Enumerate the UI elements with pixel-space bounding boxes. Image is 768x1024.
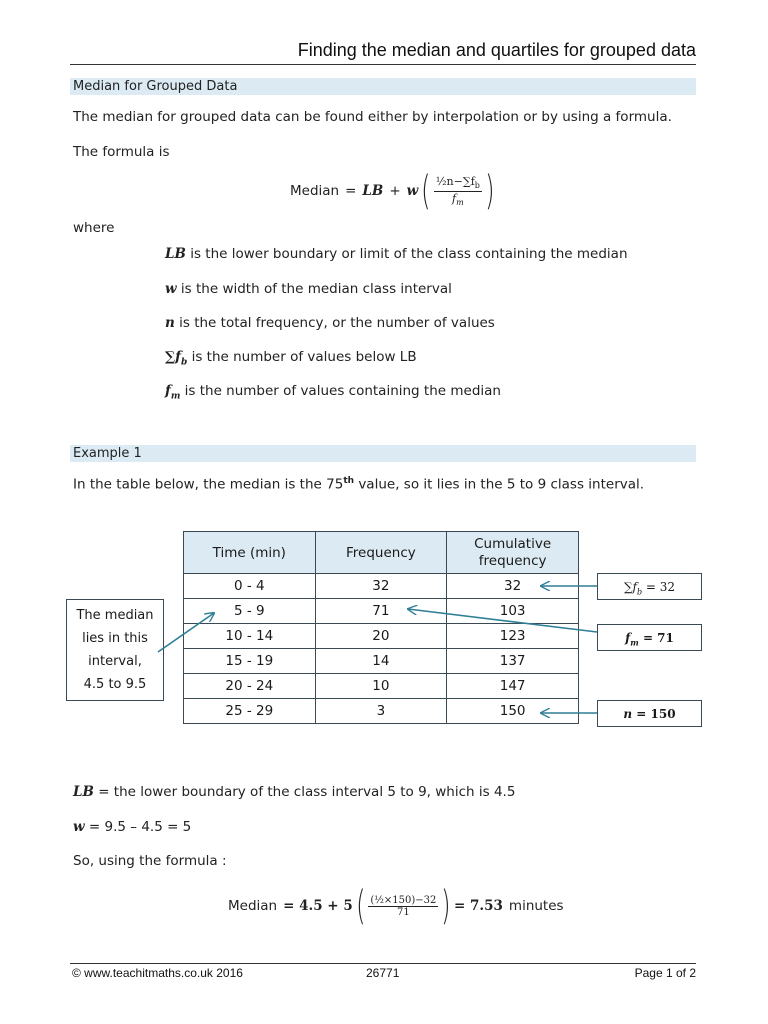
example-intro-b: value, so it lies in the 5 to 9 class interval. xyxy=(354,476,645,493)
definition-text: is the width of the median class interval xyxy=(180,281,452,297)
section-heading-example: Example 1 xyxy=(70,445,696,462)
label-symbol: f xyxy=(625,631,631,645)
table-cell: 15 - 19 xyxy=(184,649,316,674)
table-cell: 32 xyxy=(315,574,447,599)
definition-symbol: LB xyxy=(165,246,186,262)
right-paren-icon: ) xyxy=(485,168,495,214)
table-cell: 137 xyxy=(447,649,579,674)
note-line: 4.5 to 9.5 xyxy=(83,677,147,692)
label-symbol: ∑f xyxy=(623,580,637,594)
label-value: = 32 xyxy=(642,580,676,594)
formula-equals: = xyxy=(345,183,357,199)
label-sub: b xyxy=(636,587,643,597)
footer-page-number: Page 1 of 2 xyxy=(634,966,696,980)
so-line: So, using the formula : xyxy=(73,853,227,869)
w-symbol: w xyxy=(73,819,85,835)
label-value: = 71 xyxy=(638,631,674,645)
table-cell: 20 xyxy=(315,624,447,649)
note-line: lies in this xyxy=(82,631,148,646)
definition-text: is the total frequency, or the number of values xyxy=(179,315,495,331)
right-paren-icon: ) xyxy=(441,883,451,929)
arrow-to-row-5-9 xyxy=(158,613,214,652)
definition-sub: b xyxy=(180,357,188,368)
formula-w: w xyxy=(406,183,419,199)
column-header: Cumulative frequency xyxy=(447,532,579,574)
formula-denominator-sub: m xyxy=(456,197,464,207)
table-cell: 10 xyxy=(315,674,447,699)
where-label: where xyxy=(73,220,115,236)
final-fraction xyxy=(368,895,438,918)
arrow-fm xyxy=(408,609,597,632)
final-expr: = 4.5 + 5 xyxy=(283,898,353,914)
formula-plus: + xyxy=(389,183,401,199)
label-value: = 150 xyxy=(632,707,676,721)
definition-symbol: n xyxy=(165,315,175,331)
section-heading-median: Median for Grouped Data xyxy=(70,78,696,95)
footer-copyright: © www.teachitmaths.co.uk 2016 xyxy=(72,966,243,980)
final-denominator: 71 xyxy=(397,906,410,918)
table-cell: 5 - 9 xyxy=(184,599,316,624)
table-cell: 103 xyxy=(447,599,579,624)
table-cell: 3 xyxy=(315,699,447,724)
table-cell: 123 xyxy=(447,624,579,649)
lb-line xyxy=(73,784,515,800)
left-paren-icon: ( xyxy=(421,168,431,214)
example-intro-a: In the table below, the median is the 75 xyxy=(73,476,344,493)
column-header: Time (min) xyxy=(184,532,316,574)
table-cell: 150 xyxy=(447,699,579,724)
final-lhs: Median xyxy=(228,898,278,914)
definition-text: is the lower boundary or limit of the class containing the median xyxy=(190,246,628,262)
formula-intro: The formula is xyxy=(73,144,170,160)
table-cell: 71 xyxy=(315,599,447,624)
definition-text: is the number of values containing the median xyxy=(184,383,501,399)
definition-symbol: f xyxy=(165,383,171,399)
table-cell: 32 xyxy=(447,574,579,599)
formula-denominator: f xyxy=(452,191,457,205)
formula-lhs: Median xyxy=(290,183,340,199)
lb-text: = the lower boundary of the class interval 5 to 9, which is 4.5 xyxy=(93,784,516,800)
example-intro-sup: th xyxy=(343,476,355,486)
formula-numerator: ½n−∑f xyxy=(435,175,475,189)
formula-lb: LB xyxy=(362,183,384,199)
intro-text: The median for grouped data can be found either by interpolation or by using a formula. xyxy=(73,109,672,125)
note-line: The median xyxy=(76,608,154,623)
left-paren-icon: ( xyxy=(355,883,366,929)
definition-sub: m xyxy=(170,391,181,402)
table-cell: 10 - 14 xyxy=(184,624,316,649)
final-formula xyxy=(228,884,564,928)
final-numerator: (½×150)−32 xyxy=(370,894,437,906)
definition-symbol: w xyxy=(165,281,177,297)
final-result: = 7.53 xyxy=(454,898,503,914)
table-cell: 0 - 4 xyxy=(184,574,316,599)
note-line: interval, xyxy=(88,654,142,669)
label-symbol: n xyxy=(623,707,633,721)
w-text: = 9.5 – 4.5 = 5 xyxy=(84,819,192,835)
table-cell: 20 - 24 xyxy=(184,674,316,699)
table-cell: 14 xyxy=(315,649,447,674)
column-header: Frequency xyxy=(315,532,447,574)
footer-rule xyxy=(70,963,696,964)
definition-text: is the number of values below LB xyxy=(191,349,417,365)
w-line xyxy=(73,819,191,835)
footer-id: 26771 xyxy=(366,966,400,980)
final-unit: minutes xyxy=(508,898,564,914)
label-sub: m xyxy=(630,637,639,648)
page-title: Finding the median and quartiles for grouped data xyxy=(297,40,696,60)
lb-symbol: LB xyxy=(73,784,94,800)
formula-numerator-sub: b xyxy=(474,181,480,191)
table-cell: 25 - 29 xyxy=(184,699,316,724)
table-cell: 147 xyxy=(447,674,579,699)
definition-symbol: ∑f xyxy=(165,349,181,365)
